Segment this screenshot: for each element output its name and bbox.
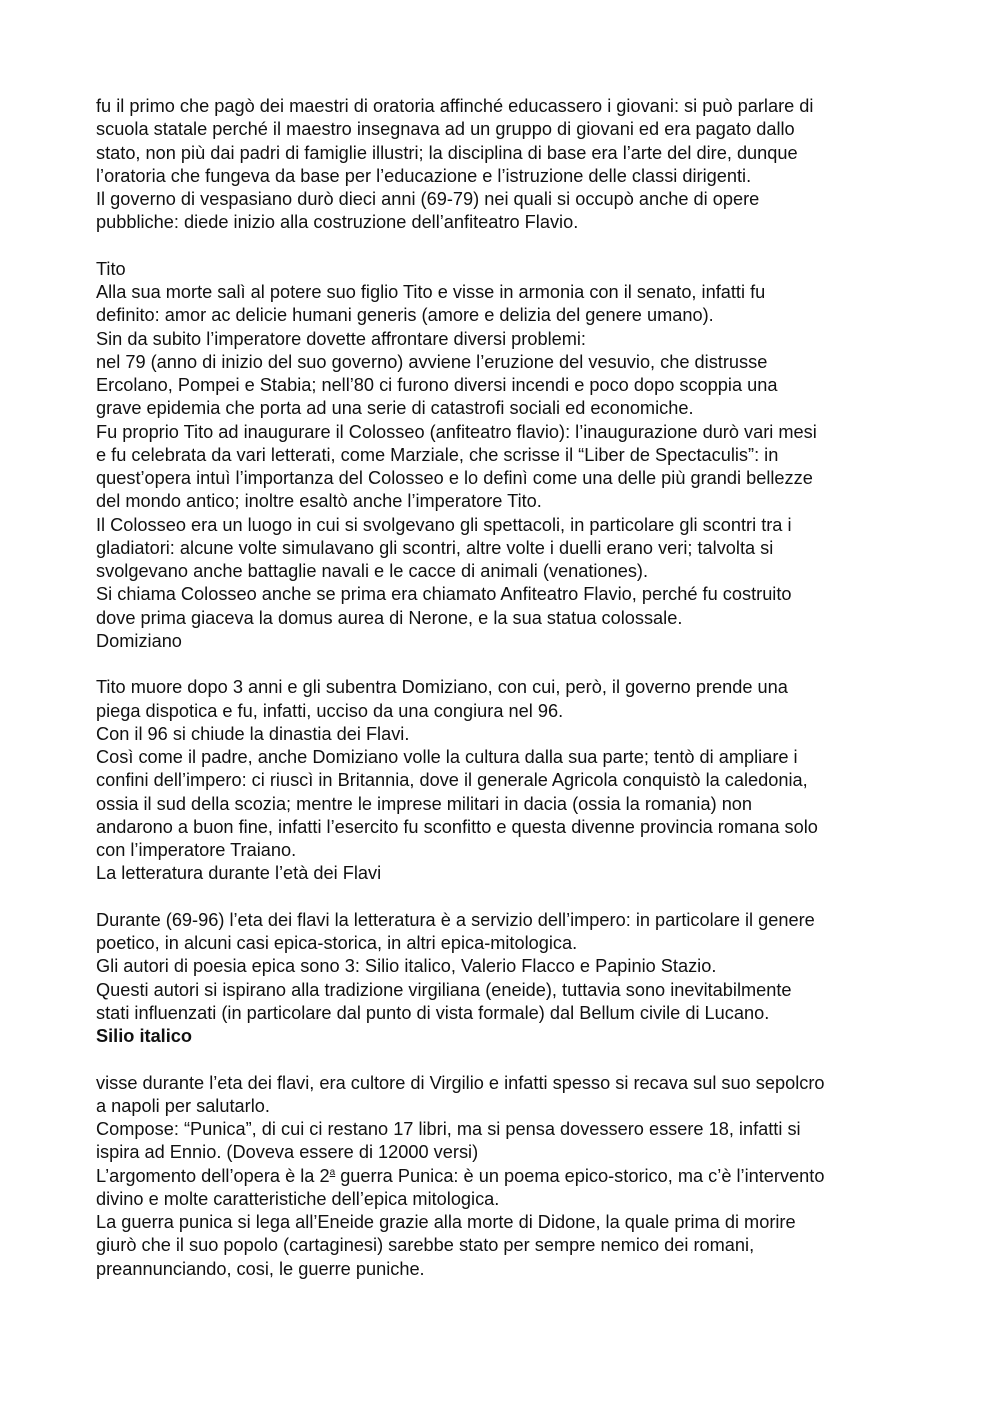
paragraph <box>96 676 926 862</box>
text-line: stati influenzati (in particolare dal punto di vista formale) dal Bellum civile di Lucano. <box>96 1002 770 1023</box>
text-line: Tito muore dopo 3 anni e gli subentra Domiziano, con cui, però, il governo prende una <box>96 677 788 698</box>
paragraph-gap <box>96 235 926 258</box>
text-line: pubbliche: diede inizio alla costruzione dell’anfiteatro Flavio. <box>96 212 579 233</box>
text-line: ossia il sud della scozia; mentre le imprese militari in dacia (ossia la romania) non <box>96 793 753 814</box>
paragraph <box>96 95 926 235</box>
text-line: svolgevano anche battaglie navali e le cacce di animali (venationes). <box>96 561 649 581</box>
text-line: Ercolano, Pompei e Stabia; nell’80 ci furono diversi incendi e poco dopo scoppia una <box>96 375 778 395</box>
text-line: dove prima giaceva la domus aurea di Nerone, e la sua statua colossale. <box>96 607 683 628</box>
text-line: Durante (69-96) l’eta dei flavi la letteratura è a servizio dell’impero: in particolare il genere <box>96 909 815 930</box>
paragraph <box>96 909 926 1025</box>
text-line: Alla sua morte salì al potere suo figlio Tito e visse in armonia con il senato, infatti fu <box>96 282 766 302</box>
text-line: Si chiama Colosseo anche se prima era chiamato Anfiteatro Flavio, perché fu costruito <box>96 584 792 605</box>
section-heading: Silio italico <box>96 1026 193 1046</box>
ordinal-indicator: a <box>329 1166 336 1178</box>
text-line: Questi autori si ispirano alla tradizione virgiliana (eneide), tuttavia sono inevitabilmente <box>96 979 792 1000</box>
section-heading: La letteratura durante l’età dei Flavi <box>96 863 382 884</box>
text-line: Gli autori di poesia epica sono 3: Silio italico, Valerio Flacco e Papinio Stazio. <box>96 956 717 977</box>
text-line: visse durante l’eta dei flavi, era cultore di Virgilio e infatti spesso si recava sul suo sepolcro <box>96 1072 825 1093</box>
paragraph-gap <box>96 1048 926 1071</box>
text-line: nel 79 (anno di inizio del suo governo) avviene l’eruzione del vesuvio, che distrusse <box>96 351 768 372</box>
paragraph <box>96 281 926 630</box>
paragraph-gap <box>96 886 926 909</box>
text-line: l’oratoria che fungeva da base per l’educazione e l’istruzione delle classi dirigenti. <box>96 165 752 186</box>
text-line: andarono a buon fine, infatti l’esercito fu sconfitto e questa divenne provincia romana solo <box>96 816 818 837</box>
text-fragment: guerra Punica: è un poema epico-storico, ma c’è l’intervento <box>335 1165 825 1186</box>
section-heading: Domiziano <box>96 630 182 651</box>
paragraph <box>96 1188 926 1281</box>
text-line: del mondo antico; inoltre esaltò anche l’imperatore Tito. <box>96 491 542 512</box>
text-line: La guerra punica si lega all’Eneide grazie alla morte di Didone, la quale prima di morire <box>96 1212 796 1232</box>
text-line: gladiatori: alcune volte simulavano gli scontri, altre volte i duelli erano veri; talvolta si <box>96 537 774 558</box>
text-line: ispira ad Ennio. (Doveva essere di 12000 versi) <box>96 1142 479 1163</box>
text-line: e fu celebrata da vari letterati, come Marziale, che scrisse il “Liber de Spectaculis”: in <box>96 444 779 465</box>
text-line: scuola statale perché il maestro insegnava ad un gruppo di giovani ed era pagato dallo <box>96 119 795 140</box>
text-line: Il Colosseo era un luogo in cui si svolgevano gli spettacoli, in particolare gli scontri tra i <box>96 514 792 535</box>
text-line: Con il 96 si chiude la dinastia dei Flavi. <box>96 723 410 744</box>
text-line: Il governo di vespasiano durò dieci anni (69-79) nei quali si occupò anche di opere <box>96 189 760 209</box>
text-line: grave epidemia che porta ad una serie di catastrofi sociali ed economiche. <box>96 398 694 419</box>
text-line: con l’imperatore Traiano. <box>96 840 297 860</box>
section-heading: Tito <box>96 258 126 279</box>
text-line: divino e molte caratteristiche dell’epica mitologica. <box>96 1188 500 1209</box>
text-line: giurò che il suo popolo (cartaginesi) sarebbe stato per sempre nemico dei romani, <box>96 1235 755 1256</box>
text-line: preannunciando, cosi, le guerre puniche. <box>96 1258 425 1279</box>
text-line: Così come il padre, anche Domiziano volle la cultura dalla sua parte; tentò di ampliare i <box>96 747 798 767</box>
text-line: poetico, in alcuni casi epica-storica, in altri epica-mitologica. <box>96 933 578 953</box>
text-fragment: L’argomento dell’opera è la 2 <box>96 1165 330 1186</box>
text-line: a napoli per salutarlo. <box>96 1095 270 1116</box>
text-line: stato, non più dai padri di famiglie illustri; la disciplina di base era l’arte del dire, dunque <box>96 142 798 163</box>
text-line: quest’opera intuì l’importanza del Colosseo e lo definì come una delle più grandi bellezze <box>96 468 813 488</box>
paragraph-gap <box>96 653 926 676</box>
text-line: Sin da subito l’imperatore dovette affrontare diversi problemi: <box>96 328 586 349</box>
text-line: confini dell’impero: ci riuscì in Britannia, dove il generale Agricola conquistò la caledonia, <box>96 770 808 791</box>
text-line: fu il primo che pagò dei maestri di oratoria affinché educassero i giovani: si può parlare di <box>96 96 814 116</box>
text-line <box>96 1165 926 1188</box>
text-line: piega dispotica e fu, infatti, ucciso da una congiura nel 96. <box>96 700 564 721</box>
paragraph <box>96 1072 926 1165</box>
text-line: Compose: “Punica”, di cui ci restano 17 libri, ma si pensa dovessero essere 18, infatti si <box>96 1119 801 1139</box>
text-line: Fu proprio Tito ad inaugurare il Colosseo (anfiteatro flavio): l’inaugurazione durò vari mesi <box>96 421 817 442</box>
text-line: definito: amor ac delicie humani generis (amore e delizia del genere umano). <box>96 305 714 326</box>
document-page <box>96 95 926 1281</box>
